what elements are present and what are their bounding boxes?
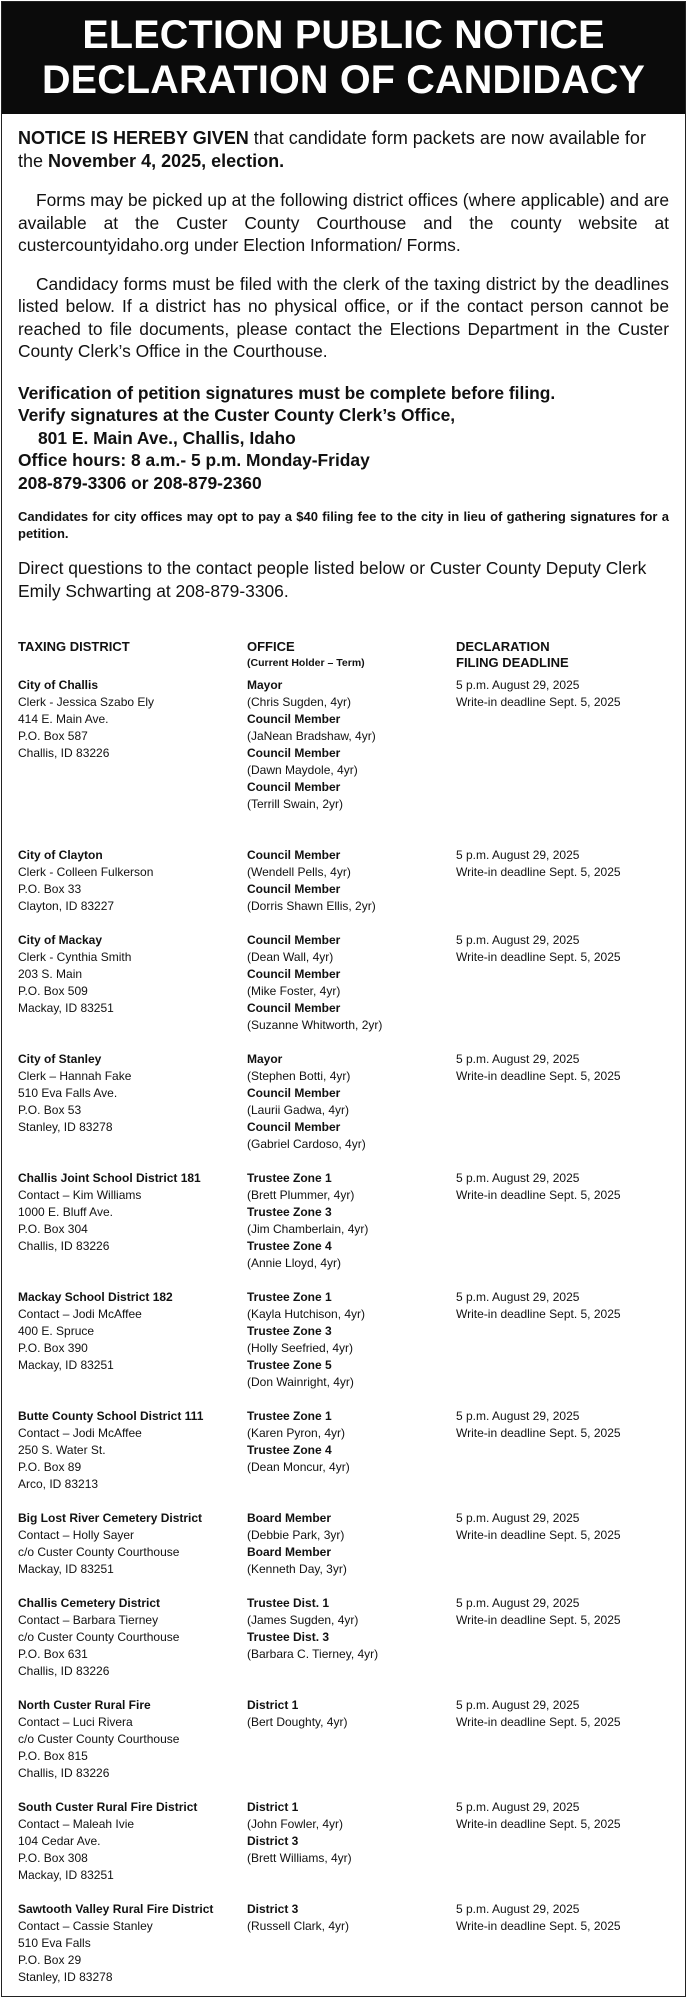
filing-deadline bbox=[456, 677, 669, 813]
district-contact-line: P.O. Box 509 bbox=[18, 984, 88, 998]
city-fee-note: Candidates for city offices may opt to pay a $40 filing fee to the city in lieu of gathering signatures for a petition. bbox=[18, 509, 669, 541]
office-title: Council Member bbox=[247, 1001, 341, 1015]
district-info bbox=[18, 1901, 247, 1986]
district-row bbox=[18, 1170, 669, 1272]
filing-deadline bbox=[456, 1510, 669, 1578]
district-contact-line: Clerk - Jessica Szabo Ely bbox=[18, 695, 155, 709]
office-holder: (Kenneth Day, 3yr) bbox=[247, 1562, 347, 1576]
deadline-text: 5 p.m. August 29, 2025 bbox=[456, 1290, 580, 1304]
district-info bbox=[18, 1595, 247, 1680]
district-contact-line: Arco, ID 83213 bbox=[18, 1477, 99, 1491]
office-holder: (Laurii Gadwa, 4yr) bbox=[247, 1103, 350, 1117]
district-contact-line: Challis, ID 83226 bbox=[18, 1239, 110, 1253]
writein-deadline-text: Write-in deadline Sept. 5, 2025 bbox=[456, 1426, 621, 1440]
filing-deadline bbox=[456, 1289, 669, 1391]
office-title: District 3 bbox=[247, 1834, 299, 1848]
district-contact-line: Contact – Cassie Stanley bbox=[18, 1919, 153, 1933]
deadline-text: 5 p.m. August 29, 2025 bbox=[456, 1596, 580, 1610]
district-contact-line: 250 S. Water St. bbox=[18, 1443, 106, 1457]
writein-deadline-text: Write-in deadline Sept. 5, 2025 bbox=[456, 1069, 621, 1083]
district-name: Mackay School District 182 bbox=[18, 1290, 173, 1304]
district-contact-line: 203 S. Main bbox=[18, 967, 83, 981]
office-title: Trustee Zone 4 bbox=[247, 1239, 332, 1253]
district-info bbox=[18, 847, 247, 915]
filing-deadline bbox=[456, 1697, 669, 1782]
district-offices bbox=[247, 677, 456, 813]
header-title-line-2: DECLARATION OF CANDIDACY bbox=[41, 58, 646, 102]
district-list bbox=[18, 677, 669, 1986]
district-contact-line: Contact – Maleah Ivie bbox=[18, 1817, 135, 1831]
office-title: Board Member bbox=[247, 1511, 332, 1525]
office-holder: (Terrill Swain, 2yr) bbox=[247, 797, 344, 811]
district-contact-line: 414 E. Main Ave. bbox=[18, 712, 109, 726]
district-contact-line: Clayton, ID 83227 bbox=[18, 899, 115, 913]
forms-paragraph: Forms may be picked up at the following district offices (where applicable) and are available at the Custer County Courthouse and the county website at custercountyidaho.org under Election Information/ Forms. bbox=[18, 190, 669, 255]
writein-deadline-text: Write-in deadline Sept. 5, 2025 bbox=[456, 865, 621, 879]
district-contact-line: Contact – Barbara Tierney bbox=[18, 1613, 159, 1627]
notice-body bbox=[2, 114, 685, 1986]
office-title: Trustee Zone 1 bbox=[247, 1171, 332, 1185]
office-title: Trustee Zone 1 bbox=[247, 1290, 332, 1304]
office-holder: (JaNean Bradshaw, 4yr) bbox=[247, 729, 376, 743]
district-info bbox=[18, 1289, 247, 1391]
district-contact-line: P.O. Box 53 bbox=[18, 1103, 82, 1117]
district-name: Butte County School District 111 bbox=[18, 1409, 204, 1423]
district-offices bbox=[247, 1170, 456, 1272]
office-holder: (Chris Sugden, 4yr) bbox=[247, 695, 352, 709]
district-contact-line: P.O. Box 815 bbox=[18, 1749, 88, 1763]
district-name: Big Lost River Cemetery District bbox=[18, 1511, 203, 1525]
office-holder: (Annie Lloyd, 4yr) bbox=[247, 1256, 342, 1270]
filing-deadline bbox=[456, 1799, 669, 1884]
district-name: Challis Cemetery District bbox=[18, 1596, 161, 1610]
office-title: District 3 bbox=[247, 1902, 299, 1916]
office-holder: (Suzanne Whitworth, 2yr) bbox=[247, 1018, 383, 1032]
notice-frame bbox=[1, 1, 686, 1997]
district-contact-line: Mackay, ID 83251 bbox=[18, 1358, 114, 1372]
deadline-text: 5 p.m. August 29, 2025 bbox=[456, 848, 580, 862]
district-offices bbox=[247, 1510, 456, 1578]
deadline-text: 5 p.m. August 29, 2025 bbox=[456, 1902, 580, 1916]
office-title: Trustee Zone 5 bbox=[247, 1358, 332, 1372]
office-title: Council Member bbox=[247, 848, 341, 862]
district-info bbox=[18, 1408, 247, 1493]
office-title: District 1 bbox=[247, 1800, 299, 1814]
district-name: Sawtooth Valley Rural Fire District bbox=[18, 1902, 214, 1916]
verification-line-2: Verify signatures at the Custer County Clerk’s Office, bbox=[18, 405, 456, 425]
writein-deadline-text: Write-in deadline Sept. 5, 2025 bbox=[456, 950, 621, 964]
district-row bbox=[18, 932, 669, 1034]
column-header-office-title: OFFICE bbox=[247, 639, 295, 654]
district-contact-line: Clerk – Hannah Fake bbox=[18, 1069, 132, 1083]
district-name: City of Clayton bbox=[18, 848, 103, 862]
writein-deadline-text: Write-in deadline Sept. 5, 2025 bbox=[456, 1919, 621, 1933]
verification-hours: Office hours: 8 a.m.- 5 p.m. Monday-Friday bbox=[18, 450, 370, 470]
district-name: City of Mackay bbox=[18, 933, 103, 947]
office-title: Council Member bbox=[247, 1120, 341, 1134]
deadline-text: 5 p.m. August 29, 2025 bbox=[456, 1800, 580, 1814]
office-title: Council Member bbox=[247, 882, 341, 896]
office-title: Council Member bbox=[247, 780, 341, 794]
district-contact-line: P.O. Box 587 bbox=[18, 729, 88, 743]
writein-deadline-text: Write-in deadline Sept. 5, 2025 bbox=[456, 1613, 621, 1627]
filing-deadline bbox=[456, 1051, 669, 1153]
district-offices bbox=[247, 1697, 456, 1782]
deadline-text: 5 p.m. August 29, 2025 bbox=[456, 933, 580, 947]
district-contact-line: P.O. Box 304 bbox=[18, 1222, 88, 1236]
writein-deadline-text: Write-in deadline Sept. 5, 2025 bbox=[456, 1715, 621, 1729]
office-holder: (Dean Wall, 4yr) bbox=[247, 950, 334, 964]
district-contact-line: P.O. Box 390 bbox=[18, 1341, 88, 1355]
district-offices bbox=[247, 847, 456, 915]
office-title: Trustee Zone 1 bbox=[247, 1409, 332, 1423]
intro-text: that candidate form packets are now available for the bbox=[18, 128, 646, 171]
district-contact-line: Challis, ID 83226 bbox=[18, 1766, 110, 1780]
district-contact-line: P.O. Box 89 bbox=[18, 1460, 82, 1474]
deadline-text: 5 p.m. August 29, 2025 bbox=[456, 1511, 580, 1525]
candidacy-paragraph: Candidacy forms must be filed with the clerk of the taxing district by the deadlines listed below. If a district has no physical office, or if the contact person cannot be reached to file documents, please contact the Elections Department in the Custer County Clerk’s Office in the Courthouse. bbox=[18, 273, 669, 361]
column-header-deadline-line-1: DECLARATION bbox=[456, 639, 550, 654]
column-header-district: TAXING DISTRICT bbox=[18, 639, 130, 654]
district-name: City of Challis bbox=[18, 678, 99, 692]
office-title: Mayor bbox=[247, 678, 283, 692]
district-row bbox=[18, 1595, 669, 1680]
district-info bbox=[18, 1697, 247, 1782]
office-title: Trustee Zone 4 bbox=[247, 1443, 332, 1457]
deadline-text: 5 p.m. August 29, 2025 bbox=[456, 1052, 580, 1066]
district-contact-line: 104 Cedar Ave. bbox=[18, 1834, 101, 1848]
district-name: Challis Joint School District 181 bbox=[18, 1171, 201, 1185]
district-offices bbox=[247, 1408, 456, 1493]
district-contact-line: Challis, ID 83226 bbox=[18, 746, 110, 760]
district-offices bbox=[247, 1595, 456, 1680]
district-contact-line: Contact – Kim Williams bbox=[18, 1188, 142, 1202]
column-header-office bbox=[247, 639, 456, 671]
header-title-line-1: ELECTION PUBLIC NOTICE bbox=[82, 13, 605, 57]
direct-questions: Direct questions to the contact people listed below or Custer County Deputy Clerk Emily Schwarting at 208-879-3306. bbox=[18, 558, 647, 601]
office-holder: (Holly Seefried, 4yr) bbox=[247, 1341, 354, 1355]
verification-address: 801 E. Main Ave., Challis, Idaho bbox=[38, 427, 296, 448]
district-offices bbox=[247, 1901, 456, 1986]
office-title: Trustee Dist. 1 bbox=[247, 1596, 330, 1610]
office-title: District 1 bbox=[247, 1698, 299, 1712]
district-contact-line: P.O. Box 33 bbox=[18, 882, 82, 896]
table-header bbox=[18, 639, 669, 671]
column-header-deadline-line-2: FILING DEADLINE bbox=[456, 655, 569, 670]
district-offices bbox=[247, 932, 456, 1034]
district-info bbox=[18, 1510, 247, 1578]
district-contact-line: Contact – Jodi McAffee bbox=[18, 1307, 142, 1321]
office-title: Board Member bbox=[247, 1545, 332, 1559]
office-holder: (Gabriel Cardoso, 4yr) bbox=[247, 1137, 366, 1151]
filing-deadline bbox=[456, 1408, 669, 1493]
district-contact-line: 400 E. Spruce bbox=[18, 1324, 95, 1338]
filing-deadline bbox=[456, 1595, 669, 1680]
office-holder: (Brett Williams, 4yr) bbox=[247, 1851, 352, 1865]
district-row bbox=[18, 1051, 669, 1153]
office-holder: (Dorris Shawn Ellis, 2yr) bbox=[247, 899, 376, 913]
election-date: November 4, 2025, election. bbox=[48, 151, 285, 171]
district-contact-line: Mackay, ID 83251 bbox=[18, 1868, 114, 1882]
filing-deadline bbox=[456, 1901, 669, 1986]
district-contact-line: P.O. Box 631 bbox=[18, 1647, 88, 1661]
intro-lead: NOTICE IS HEREBY GIVEN bbox=[18, 128, 249, 148]
writein-deadline-text: Write-in deadline Sept. 5, 2025 bbox=[456, 1528, 621, 1542]
office-title: Trustee Dist. 3 bbox=[247, 1630, 330, 1644]
district-contact-line: Challis, ID 83226 bbox=[18, 1664, 110, 1678]
district-contact-line: Stanley, ID 83278 bbox=[18, 1970, 113, 1984]
district-contact-line: 510 Eva Falls Ave. bbox=[18, 1086, 118, 1100]
office-holder: (James Sugden, 4yr) bbox=[247, 1613, 359, 1627]
office-title: Council Member bbox=[247, 746, 341, 760]
verification-line-1: Verification of petition signatures must be complete before filing. bbox=[18, 382, 556, 403]
district-contact-line: Contact – Holly Sayer bbox=[18, 1528, 135, 1542]
district-contact-line: P.O. Box 29 bbox=[18, 1953, 82, 1967]
writein-deadline-text: Write-in deadline Sept. 5, 2025 bbox=[456, 695, 621, 709]
office-holder: (Karen Pyron, 4yr) bbox=[247, 1426, 346, 1440]
district-info bbox=[18, 1051, 247, 1153]
district-info bbox=[18, 1170, 247, 1272]
office-title: Trustee Zone 3 bbox=[247, 1324, 332, 1338]
notice-header bbox=[2, 2, 685, 114]
filing-deadline bbox=[456, 847, 669, 915]
district-contact-line: 1000 E. Bluff Ave. bbox=[18, 1205, 113, 1219]
district-info bbox=[18, 1799, 247, 1884]
district-offices bbox=[247, 1051, 456, 1153]
district-row bbox=[18, 847, 669, 915]
district-info bbox=[18, 677, 247, 813]
district-row bbox=[18, 1697, 669, 1782]
deadline-text: 5 p.m. August 29, 2025 bbox=[456, 1171, 580, 1185]
office-title: Trustee Zone 3 bbox=[247, 1205, 332, 1219]
office-holder: (Stephen Botti, 4yr) bbox=[247, 1069, 351, 1083]
office-holder: (Bert Doughty, 4yr) bbox=[247, 1715, 348, 1729]
deadline-text: 5 p.m. August 29, 2025 bbox=[456, 1409, 580, 1423]
district-contact-line: Contact – Luci Rivera bbox=[18, 1715, 133, 1729]
district-info bbox=[18, 932, 247, 1034]
district-row bbox=[18, 1799, 669, 1884]
district-offices bbox=[247, 1289, 456, 1391]
verification-block bbox=[18, 382, 669, 495]
writein-deadline-text: Write-in deadline Sept. 5, 2025 bbox=[456, 1307, 621, 1321]
filing-deadline bbox=[456, 1170, 669, 1272]
district-row bbox=[18, 1510, 669, 1578]
office-holder: (Mike Foster, 4yr) bbox=[247, 984, 341, 998]
column-header-deadline bbox=[456, 639, 669, 671]
district-contact-line: P.O. Box 308 bbox=[18, 1851, 88, 1865]
intro-paragraph bbox=[18, 127, 669, 173]
office-title: Mayor bbox=[247, 1052, 283, 1066]
office-holder: (Barbara C. Tierney, 4yr) bbox=[247, 1647, 379, 1661]
office-holder: (Debbie Park, 3yr) bbox=[247, 1528, 345, 1542]
office-title: Council Member bbox=[247, 933, 341, 947]
office-holder: (Dean Moncur, 4yr) bbox=[247, 1460, 350, 1474]
office-holder: (Dawn Maydole, 4yr) bbox=[247, 763, 358, 777]
office-holder: (Brett Plummer, 4yr) bbox=[247, 1188, 355, 1202]
district-contact-line: Contact – Jodi McAffee bbox=[18, 1426, 142, 1440]
district-offices bbox=[247, 1799, 456, 1884]
district-contact-line: c/o Custer County Courthouse bbox=[18, 1732, 180, 1746]
district-row bbox=[18, 677, 669, 813]
office-holder: (Kayla Hutchison, 4yr) bbox=[247, 1307, 366, 1321]
office-holder: (John Fowler, 4yr) bbox=[247, 1817, 344, 1831]
deadline-text: 5 p.m. August 29, 2025 bbox=[456, 678, 580, 692]
district-contact-line: Clerk - Colleen Fulkerson bbox=[18, 865, 154, 879]
column-header-office-sub: (Current Holder – Term) bbox=[247, 657, 365, 669]
writein-deadline-text: Write-in deadline Sept. 5, 2025 bbox=[456, 1817, 621, 1831]
district-contact-line: Mackay, ID 83251 bbox=[18, 1001, 114, 1015]
office-holder: (Jim Chamberlain, 4yr) bbox=[247, 1222, 369, 1236]
verification-phones: 208-879-3306 or 208-879-2360 bbox=[18, 472, 262, 493]
district-row bbox=[18, 1408, 669, 1493]
office-title: Council Member bbox=[247, 1086, 341, 1100]
writein-deadline-text: Write-in deadline Sept. 5, 2025 bbox=[456, 1188, 621, 1202]
district-name: North Custer Rural Fire bbox=[18, 1698, 151, 1712]
filing-deadline bbox=[456, 932, 669, 1034]
office-holder: (Don Wainright, 4yr) bbox=[247, 1375, 354, 1389]
office-holder: (Wendell Pells, 4yr) bbox=[247, 865, 351, 879]
district-contact-line: Clerk - Cynthia Smith bbox=[18, 950, 132, 964]
district-row bbox=[18, 1901, 669, 1986]
district-row bbox=[18, 1289, 669, 1391]
district-name: South Custer Rural Fire District bbox=[18, 1800, 198, 1814]
district-contact-line: 510 Eva Falls bbox=[18, 1936, 91, 1950]
district-contact-line: c/o Custer County Courthouse bbox=[18, 1630, 180, 1644]
district-contact-line: c/o Custer County Courthouse bbox=[18, 1545, 180, 1559]
district-contact-line: Mackay, ID 83251 bbox=[18, 1562, 114, 1576]
office-title: Council Member bbox=[247, 967, 341, 981]
deadline-text: 5 p.m. August 29, 2025 bbox=[456, 1698, 580, 1712]
district-contact-line: Stanley, ID 83278 bbox=[18, 1120, 113, 1134]
district-name: City of Stanley bbox=[18, 1052, 102, 1066]
office-holder: (Russell Clark, 4yr) bbox=[247, 1919, 350, 1933]
office-title: Council Member bbox=[247, 712, 341, 726]
